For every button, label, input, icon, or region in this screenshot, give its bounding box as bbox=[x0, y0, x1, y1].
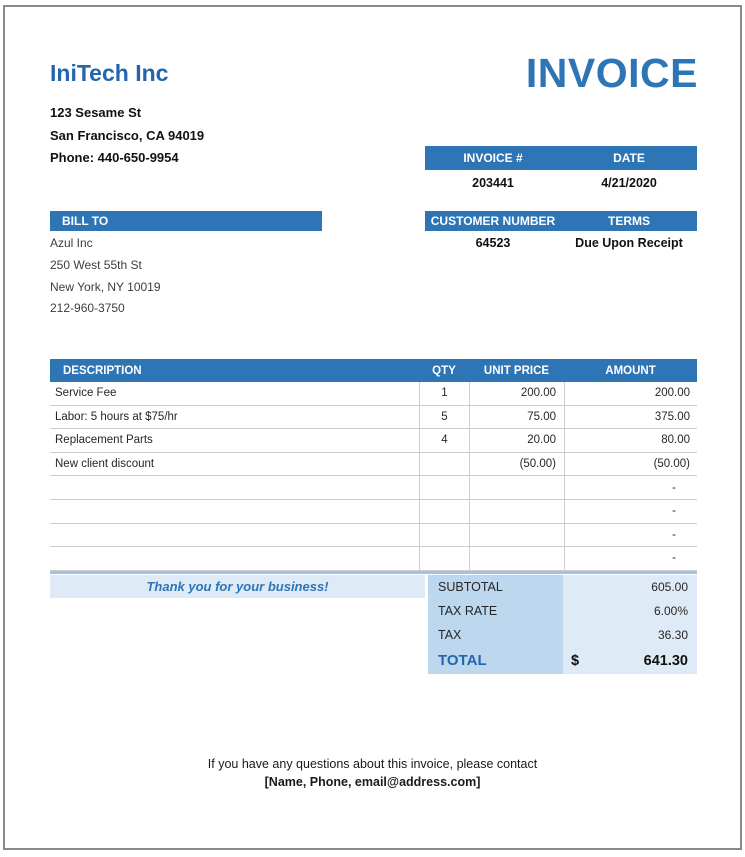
item-qty bbox=[419, 547, 469, 570]
terms-header: TERMS bbox=[608, 214, 650, 228]
total-label: TOTAL bbox=[428, 647, 563, 674]
company-phone: Phone: 440-650-9954 bbox=[50, 150, 179, 165]
item-amount: - bbox=[564, 500, 697, 523]
invoice-date-value: 4/21/2020 bbox=[601, 176, 657, 190]
invoice-meta-values bbox=[425, 170, 697, 196]
bill-to-header: BILL TO bbox=[50, 211, 322, 231]
terms-value: Due Upon Receipt bbox=[575, 235, 683, 250]
total-value-cell bbox=[563, 647, 697, 674]
invoice-number-header: INVOICE # bbox=[463, 151, 523, 165]
company-address-line2: San Francisco, CA 94019 bbox=[50, 127, 205, 143]
item-unit-price bbox=[469, 476, 564, 499]
unit-price-column-header: UNIT PRICE bbox=[483, 364, 550, 377]
item-qty: 5 bbox=[419, 406, 469, 429]
item-unit-price: (50.00) bbox=[469, 453, 564, 476]
subtotal-row bbox=[428, 575, 697, 599]
item-qty: 1 bbox=[419, 382, 469, 405]
subtotal-value: 605.00 bbox=[563, 575, 697, 599]
item-unit-price: 20.00 bbox=[469, 429, 564, 452]
tax-value: 36.30 bbox=[563, 623, 697, 647]
company-address bbox=[50, 102, 204, 170]
customer-meta-header bbox=[425, 211, 697, 231]
bill-to-city: New York, NY 10019 bbox=[50, 279, 161, 294]
table-row bbox=[50, 500, 697, 524]
qty-column-header: QTY bbox=[432, 364, 456, 377]
item-unit-price: 75.00 bbox=[469, 406, 564, 429]
company-address-line1: 123 Sesame St bbox=[50, 105, 142, 120]
item-qty bbox=[419, 453, 469, 476]
customer-meta-table bbox=[425, 211, 697, 254]
item-amount: 80.00 bbox=[564, 429, 697, 452]
tax-rate-row bbox=[428, 599, 697, 623]
invoice-date-header: DATE bbox=[613, 151, 645, 165]
subtotal-label: SUBTOTAL bbox=[428, 575, 563, 599]
footer-note bbox=[0, 755, 745, 791]
table-row bbox=[50, 406, 697, 430]
table-row bbox=[50, 547, 697, 571]
item-qty bbox=[419, 524, 469, 547]
customer-number-header: CUSTOMER NUMBER bbox=[430, 214, 556, 228]
invoice-number-value: 203441 bbox=[472, 176, 514, 190]
customer-meta-values bbox=[425, 231, 697, 254]
customer-number-value: 64523 bbox=[475, 235, 511, 250]
bill-to-name: Azul Inc bbox=[50, 236, 93, 250]
table-bottom-rule bbox=[50, 571, 697, 574]
currency-symbol: $ bbox=[571, 652, 580, 669]
item-description: New client discount bbox=[55, 458, 155, 471]
bill-to-address bbox=[50, 233, 161, 320]
item-amount: - bbox=[564, 524, 697, 547]
item-description: Labor: 5 hours at $75/hr bbox=[55, 410, 178, 423]
tax-label: TAX bbox=[428, 623, 563, 647]
table-row bbox=[50, 453, 697, 477]
item-description: Replacement Parts bbox=[55, 434, 153, 447]
item-amount: (50.00) bbox=[564, 453, 697, 476]
table-row bbox=[50, 429, 697, 453]
bill-to-phone: 212-960-3750 bbox=[50, 301, 125, 316]
table-row bbox=[50, 382, 697, 406]
item-description: Service Fee bbox=[55, 387, 117, 400]
table-row bbox=[50, 476, 697, 500]
tax-rate-value: 6.00% bbox=[563, 599, 697, 623]
amount-column-header: AMOUNT bbox=[605, 364, 656, 377]
item-amount: 375.00 bbox=[564, 406, 697, 429]
item-amount: - bbox=[564, 547, 697, 570]
footer-contact-line: If you have any questions about this invoice, please contact bbox=[207, 757, 538, 771]
items-table bbox=[50, 359, 697, 574]
items-table-header bbox=[50, 359, 697, 382]
item-unit-price bbox=[469, 500, 564, 523]
tax-rate-label: TAX RATE bbox=[428, 599, 563, 623]
thank-you-message: Thank you for your business! bbox=[50, 575, 425, 598]
footer-contact-placeholder: [Name, Phone, email@address.com] bbox=[264, 775, 481, 789]
invoice-meta-header bbox=[425, 146, 697, 170]
table-row bbox=[50, 524, 697, 548]
tax-row bbox=[428, 623, 697, 647]
item-unit-price: 200.00 bbox=[469, 382, 564, 405]
item-qty bbox=[419, 476, 469, 499]
item-qty: 4 bbox=[419, 429, 469, 452]
item-amount: - bbox=[564, 476, 697, 499]
item-unit-price bbox=[469, 547, 564, 570]
invoice-meta-table bbox=[425, 146, 697, 196]
description-column-header: DESCRIPTION bbox=[63, 364, 142, 377]
total-amount: 641.30 bbox=[643, 652, 688, 669]
invoice-title: INVOICE bbox=[525, 50, 698, 96]
bill-to-street: 250 West 55th St bbox=[50, 257, 142, 272]
item-qty bbox=[419, 500, 469, 523]
total-row bbox=[428, 647, 697, 674]
item-unit-price bbox=[469, 524, 564, 547]
item-amount: 200.00 bbox=[564, 382, 697, 405]
company-name: IniTech Inc bbox=[50, 60, 169, 86]
totals-block bbox=[428, 575, 697, 674]
